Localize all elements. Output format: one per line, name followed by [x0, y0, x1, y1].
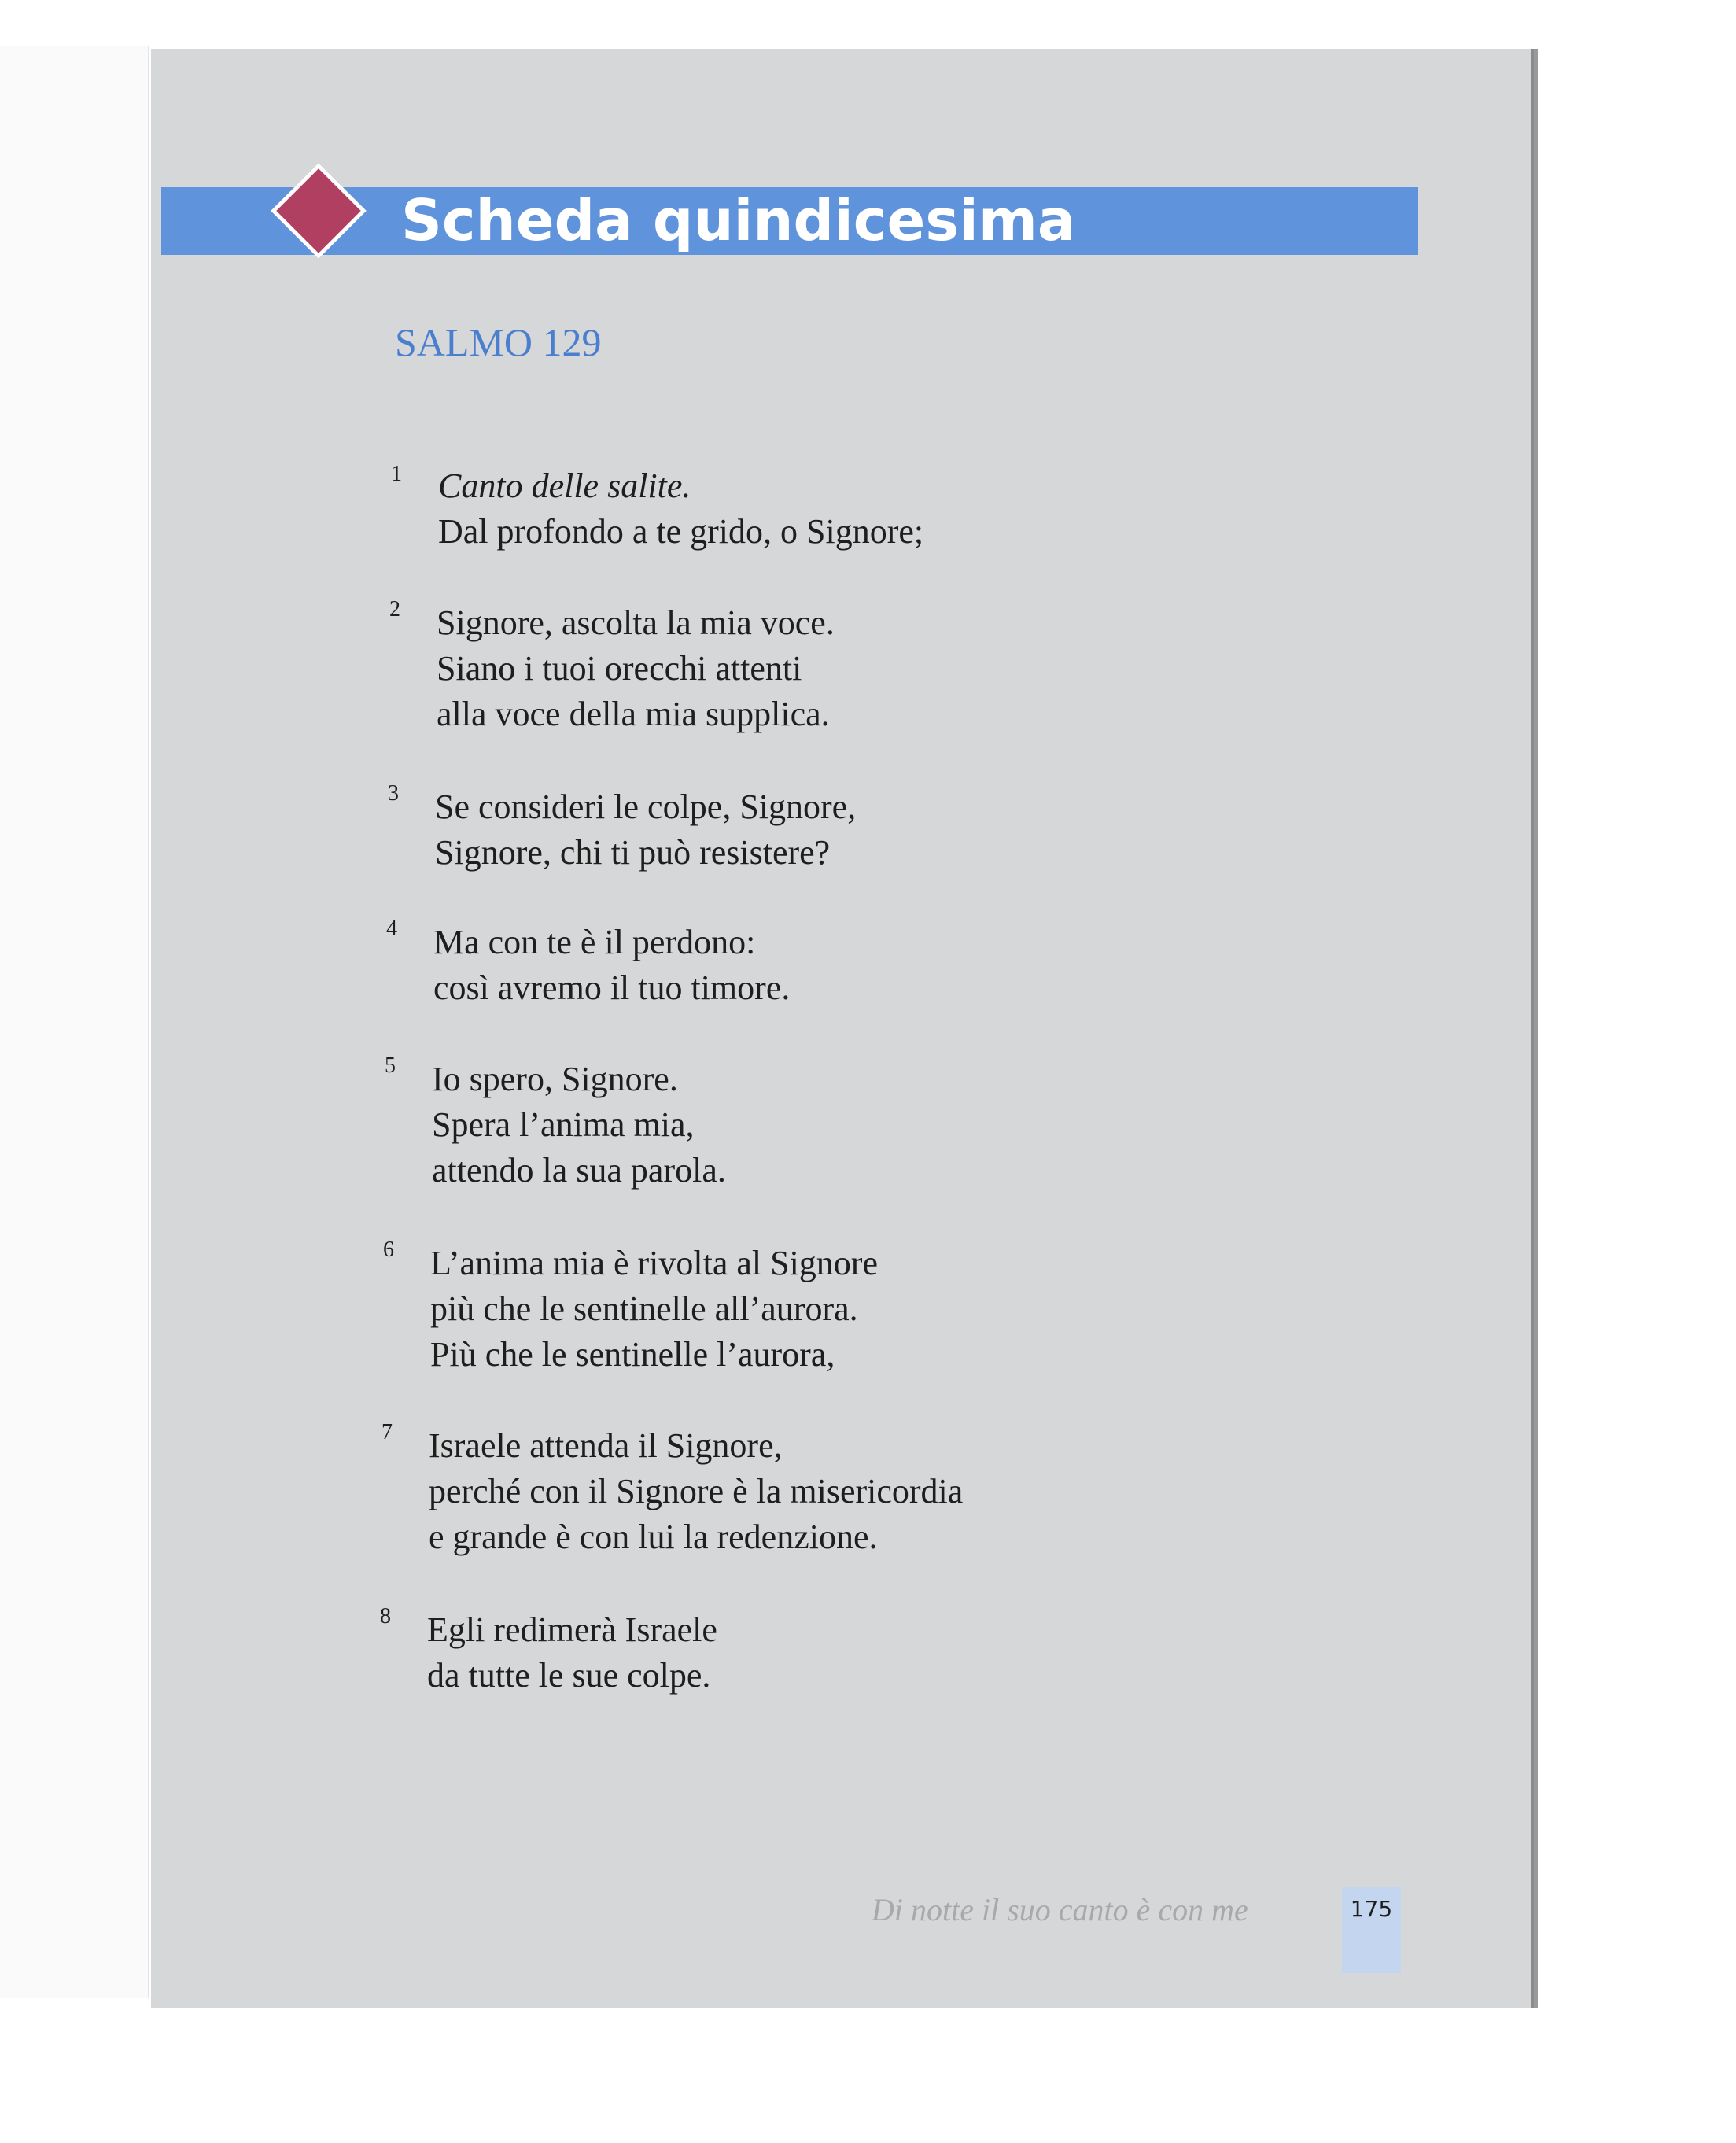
verse-number: 3	[388, 781, 399, 806]
verse-line: Canto delle salite.	[438, 467, 691, 505]
verse-line: Io spero, Signore.	[432, 1060, 678, 1098]
verse-number: 1	[391, 462, 402, 486]
verse-line: più che le sentinelle all’aurora.	[430, 1289, 858, 1328]
verse-line: Dal profondo a te grido, o Signore;	[438, 512, 924, 551]
verse-number: 6	[383, 1237, 394, 1262]
book-page	[151, 49, 1531, 2008]
verse-line: Egli redimerà Israele	[427, 1610, 717, 1649]
verse-line: Più che le sentinelle l’aurora,	[430, 1335, 835, 1374]
verse-line: da tutte le sue colpe.	[427, 1656, 711, 1695]
verse-line: Ma con te è il perdono:	[433, 923, 756, 961]
verse-line: Israele attenda il Signore,	[429, 1426, 783, 1465]
page-number: 175	[1350, 1896, 1393, 1922]
verse-line: Siano i tuoi orecchi attenti	[437, 649, 802, 688]
verse-number: 7	[381, 1420, 393, 1444]
verse-number: 2	[389, 597, 400, 622]
verse-line: Signore, chi ti può resistere?	[435, 833, 831, 872]
verse-line: attendo la sua parola.	[432, 1151, 726, 1190]
verse-number: 8	[380, 1604, 391, 1628]
verse-number: 4	[386, 917, 397, 941]
verse-line: Spera l’anima mia,	[432, 1105, 695, 1144]
verse-line: alla voce della mia supplica.	[437, 695, 830, 733]
psalm-title: SALMO 129	[395, 320, 602, 364]
verse-line: così avremo il tuo timore.	[433, 968, 791, 1007]
verse-line: L’anima mia è rivolta al Signore	[430, 1244, 878, 1282]
running-title: Di notte il suo canto è con me	[872, 1892, 1248, 1927]
left-page-edge	[0, 46, 149, 1998]
verse-line: Signore, ascolta la mia voce.	[437, 603, 835, 642]
page-edge-shadow	[1534, 49, 1538, 2008]
verse-number: 5	[385, 1053, 396, 1078]
verse-line: perché con il Signore è la misericordia	[429, 1472, 964, 1510]
verse-line: Se consideri le colpe, Signore,	[435, 787, 857, 826]
verse-line: e grande è con lui la redenzione.	[429, 1518, 878, 1556]
section-title: Scheda quindicesima	[401, 187, 1076, 253]
